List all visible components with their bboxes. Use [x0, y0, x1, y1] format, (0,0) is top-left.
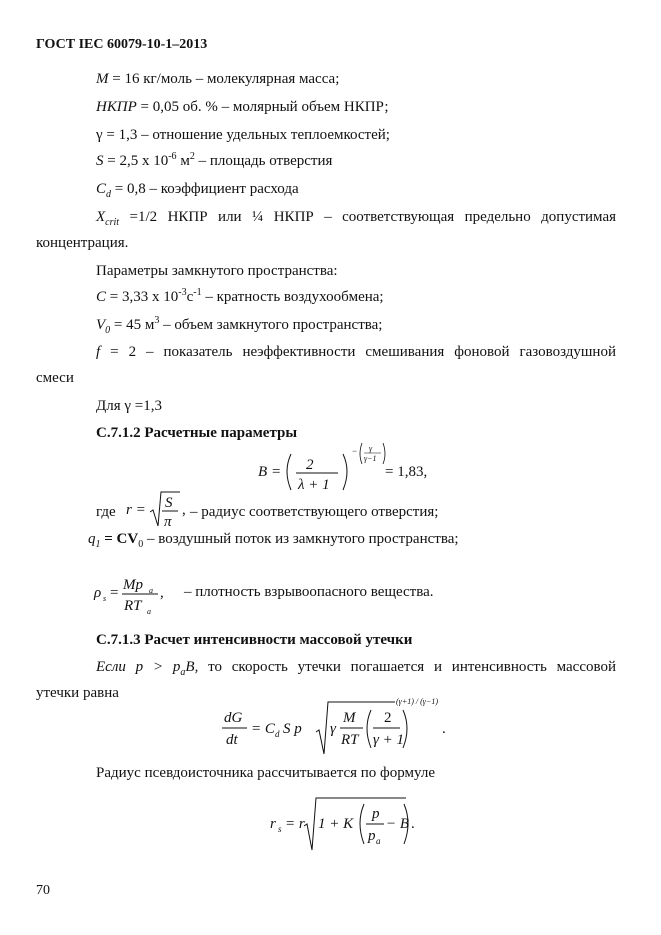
- rho-comma: ,: [160, 585, 164, 601]
- formula-rho: [92, 570, 172, 616]
- param-S-exp: -6: [168, 151, 177, 162]
- condition-prefix: Если p > p: [96, 659, 181, 675]
- B-left-paren: [287, 454, 291, 490]
- enc-V-desc: – объем замкнутого пространства;: [159, 317, 383, 333]
- dG-num: dG: [224, 710, 243, 726]
- dG-rhs-sub: d: [275, 729, 280, 739]
- dG-RT: RT: [341, 732, 359, 748]
- symbol-C: C: [96, 181, 107, 197]
- section-712-heading: С.7.1.2 Расчетные параметры: [96, 425, 298, 441]
- enc-C-unit-exp: -1: [193, 287, 202, 298]
- symbol-M: M: [96, 71, 109, 87]
- formula-pseudo-radius: [268, 790, 448, 860]
- enc-f-text: = 2 – показатель неэффективности смешивания фоновой газовоздушной: [100, 344, 616, 360]
- param-S-desc: – площадь отверстия: [194, 153, 333, 169]
- enc-C-pre: = 3,33 x 10: [106, 289, 179, 305]
- rs-left-paren: [360, 804, 364, 844]
- B-equals: =: [272, 464, 281, 480]
- r-comma: ,: [182, 502, 186, 518]
- r-lhs: r =: [126, 502, 146, 518]
- param-M-text: = 16 кг/моль – молекулярная масса;: [108, 71, 340, 87]
- dG-two: 2: [384, 710, 392, 726]
- enc-C-unit: с: [186, 289, 194, 305]
- param-gamma-text: = 1,3 – отношение удельных теплоемкостей;: [102, 127, 390, 143]
- enc-C-exp: -3: [178, 287, 187, 298]
- B-num: 2: [306, 457, 314, 473]
- symbol-V-sub: 0: [105, 325, 111, 336]
- rs-lhs: r: [270, 816, 276, 832]
- param-lel: [96, 98, 389, 116]
- param-f-line2: смеси: [36, 370, 74, 386]
- symbol-C-sub: d: [106, 189, 112, 200]
- condition-B: B: [185, 659, 195, 675]
- where-label: где: [96, 504, 116, 520]
- param-S-unit-exp: 2: [189, 151, 195, 162]
- B-exp-den: γ−1: [364, 454, 377, 463]
- dG-den: dt: [226, 732, 238, 748]
- param-area: [96, 152, 332, 170]
- rho-lhs: ρ: [94, 585, 102, 601]
- section-713-heading: С.7.1.3 Расчет интенсивности массовой утечки: [96, 632, 413, 648]
- symbol-q-sub: 1: [95, 539, 101, 550]
- rho-lhs-sub: s: [103, 594, 107, 603]
- B-exp-minus: −: [352, 446, 358, 456]
- symbol-X: X: [96, 209, 106, 225]
- q1-expr: = CV: [100, 531, 139, 547]
- page-number: 70: [36, 883, 50, 898]
- param-xcrit-line1: [96, 208, 616, 226]
- r-description: – радиус соответствующего отверстия;: [190, 504, 439, 520]
- B-lhs: B: [258, 464, 268, 480]
- symbol-V: V: [96, 317, 106, 333]
- param-molar-mass: [96, 70, 339, 88]
- dG-M: M: [343, 710, 356, 726]
- param-S-unit: м: [176, 153, 190, 169]
- enc-C-desc: – кратность воздухообмена;: [201, 289, 384, 305]
- param-gamma: [96, 126, 390, 144]
- rs-end: .: [411, 816, 415, 832]
- formula-mass-release: [220, 690, 480, 760]
- B-den: λ + 1: [298, 477, 330, 493]
- dG-rhs2: S p: [283, 721, 302, 737]
- dG-rhs: = C: [251, 721, 275, 737]
- for-gamma-line: Для γ =1,3: [96, 398, 162, 414]
- q1-desc: – воздушный поток из замкнутого пространства;: [143, 531, 459, 547]
- symbol-C-enc: C: [96, 289, 107, 305]
- rs-lhs-sub: s: [278, 824, 282, 834]
- B-exp-num: γ: [369, 444, 373, 453]
- rho-num-sub: a: [149, 586, 153, 595]
- param-lel-text: = 0,05 об. % – молярный объем НКПР;: [136, 99, 389, 115]
- rs-pa: p: [368, 828, 376, 844]
- enclosure-title: Параметры замкнутого пространства:: [96, 263, 338, 279]
- symbol-S: S: [96, 153, 104, 169]
- rs-one-plus-K: 1 + K: [318, 816, 354, 832]
- r-den: π: [164, 514, 172, 530]
- dG-end: .: [442, 721, 446, 737]
- rho-description: – плотность взрывоопасного вещества.: [184, 584, 434, 600]
- rho-num: Mp: [123, 577, 143, 593]
- param-S-pre: = 2,5 x 10: [103, 153, 169, 169]
- param-Cd-text: = 0,8 – коэффициент расхода: [111, 181, 299, 197]
- dG-gp1: γ + 1: [373, 732, 405, 748]
- param-f-line1: [96, 343, 616, 361]
- condition-rest: , то скорость утечки погашается и интенсивность массовой: [194, 659, 616, 675]
- param-air-exchange: [96, 288, 384, 306]
- symbol-X-sub: crit: [105, 217, 120, 228]
- enc-V-pre: = 45 м: [110, 317, 155, 333]
- formula-B: [258, 440, 478, 500]
- condition-line1: [96, 658, 616, 676]
- rho-equals: =: [110, 585, 119, 601]
- rs-p: p: [372, 806, 380, 822]
- condition-line2: утечки равна: [36, 685, 119, 701]
- rs-eq: = r: [285, 816, 305, 832]
- r-num: S: [165, 495, 173, 511]
- q1-expr-sub: 0: [138, 539, 144, 550]
- dG-gamma: γ: [330, 721, 336, 737]
- rs-pa-sub: a: [376, 836, 381, 846]
- q1-line: [88, 530, 459, 548]
- rho-den: RT: [124, 598, 142, 614]
- condition-sub: a: [180, 667, 186, 678]
- param-discharge-coef: [96, 180, 299, 198]
- enc-V-exp: 3: [154, 315, 160, 326]
- rho-den-sub: a: [147, 607, 151, 616]
- B-exp-lparen: [360, 443, 362, 464]
- symbol-gamma: γ: [96, 127, 103, 143]
- dG-left-paren: [367, 710, 371, 748]
- B-exp-rparen: [383, 443, 385, 464]
- B-result: = 1,83,: [385, 464, 428, 480]
- symbol-lel: НКПР: [96, 99, 137, 115]
- B-right-paren: [343, 454, 347, 490]
- symbol-f: f: [96, 344, 101, 360]
- formula-r: [124, 488, 192, 532]
- radius-text: Радиус псевдоисточника рассчитывается по формуле: [96, 765, 436, 781]
- symbol-q: q: [88, 531, 96, 547]
- param-volume: [96, 316, 382, 334]
- rs-minus-B: − B: [386, 816, 410, 832]
- param-xcrit-line2: концентрация.: [36, 235, 129, 251]
- dG-exponent: (γ+1) / (γ−1): [396, 697, 438, 706]
- param-xcrit-text: =1/2 НКПР или ¼ НКПР – соответствующая предельно допустимая: [129, 209, 617, 225]
- document-code-header: ГОСТ IEC 60079-10-1–2013: [36, 37, 208, 52]
